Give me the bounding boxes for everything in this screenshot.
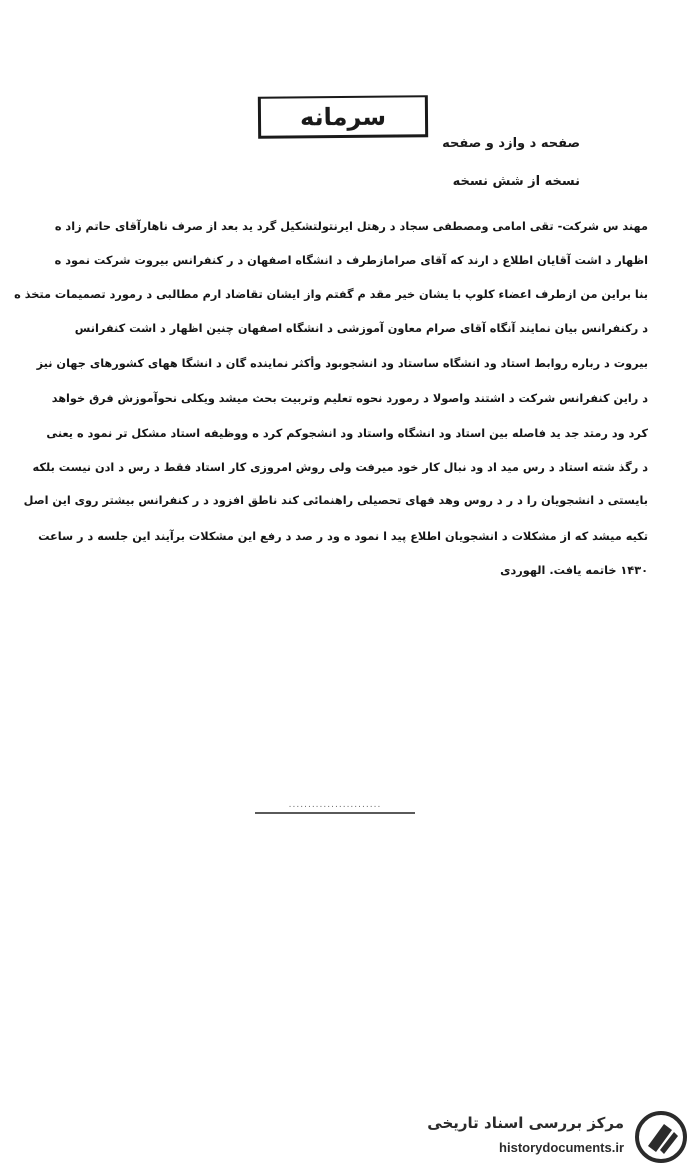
body-line-3: بنا براین من ازطرف اعضاء کلوپ با یشان خیر مقد م گفتم واز ایشان تقاضاد ارم مطالبی د رمورد تصمیمات متخذ ه bbox=[14, 288, 648, 301]
body-line-8: د رگذ شته استاد د رس مید اد ود نبال کار خود میرفت ولی روش امروزی کار استاد فقط د رس د ادن نیست بلکه bbox=[32, 461, 648, 474]
signature-smudge bbox=[255, 788, 415, 814]
body-line-5: بیروت د رباره روابط استاد ود انشگاه ساستاد ود انشجوبود وأکثر نماینده گان د انشگا ههای کشورهای جهان نیز bbox=[36, 357, 648, 370]
body-line-2: اظهار د اشت آقایان اطلاع د ارند که آقای صرامازطرف د انشگاه اصفهان د ر کنفرانس بیروت شرکت نمود ه bbox=[54, 254, 648, 267]
smudge-marks: ........................ bbox=[288, 800, 382, 810]
watermark-persian-title: مرکز بررسی اسناد تاریخی bbox=[427, 1114, 624, 1132]
body-line-4: د رکنفرانس بیان نمایند آنگاه آقای صرام معاون آموزشی د انشگاه اصفهان چنین اظهار د اشت کنفرانس bbox=[74, 322, 648, 335]
body-line-6: د راین کنفرانس شرکت د اشتند واصولا د رمورد نحوه تعلیم وتربیت بحث میشد ویکلی نحوآموزش فرق خواهد bbox=[51, 392, 648, 405]
page-count-line: صفحه د وازد و صفحه bbox=[442, 136, 580, 151]
body-line-10: تکیه میشد که از مشکلات د انشجویان اطلاع پید ا نمود ه ود ر صد د رفع این مشکلات برآیند این جلسه د ر ساعت bbox=[38, 530, 648, 543]
stamp-label: سرمانه bbox=[299, 102, 387, 131]
archive-watermark bbox=[418, 1108, 694, 1166]
body-line-1: مهند س شرکت- تقی امامی ومصطفی سجاد د رهتل ایرنتولتشکیل گرد ید بعد از صرف ناهارآقای حاتم زاد ه bbox=[54, 220, 648, 233]
body-line-9: بایستی د انشجویان را د ر د روس وهد فهای تحصیلی راهنمائی کند ناطق افزود د ر کنفرانس بیشتر روی این اصل bbox=[23, 494, 648, 507]
copy-count-line: نسخه از شش نسخه bbox=[452, 174, 580, 189]
watermark-url: historydocuments.ir bbox=[499, 1140, 624, 1155]
classification-stamp bbox=[258, 95, 428, 138]
body-line-7: کرد ود رمتد جد ید فاصله بین استاد ود انشگاه واستاد ود انشجوکم کرد ه ووظیفه استاد مشکل تر نمود ه یعنی bbox=[46, 427, 648, 440]
archive-logo-icon bbox=[634, 1110, 688, 1164]
body-line-11: ۱۴۳۰ خاتمه یافت. الهوردی bbox=[500, 564, 648, 577]
